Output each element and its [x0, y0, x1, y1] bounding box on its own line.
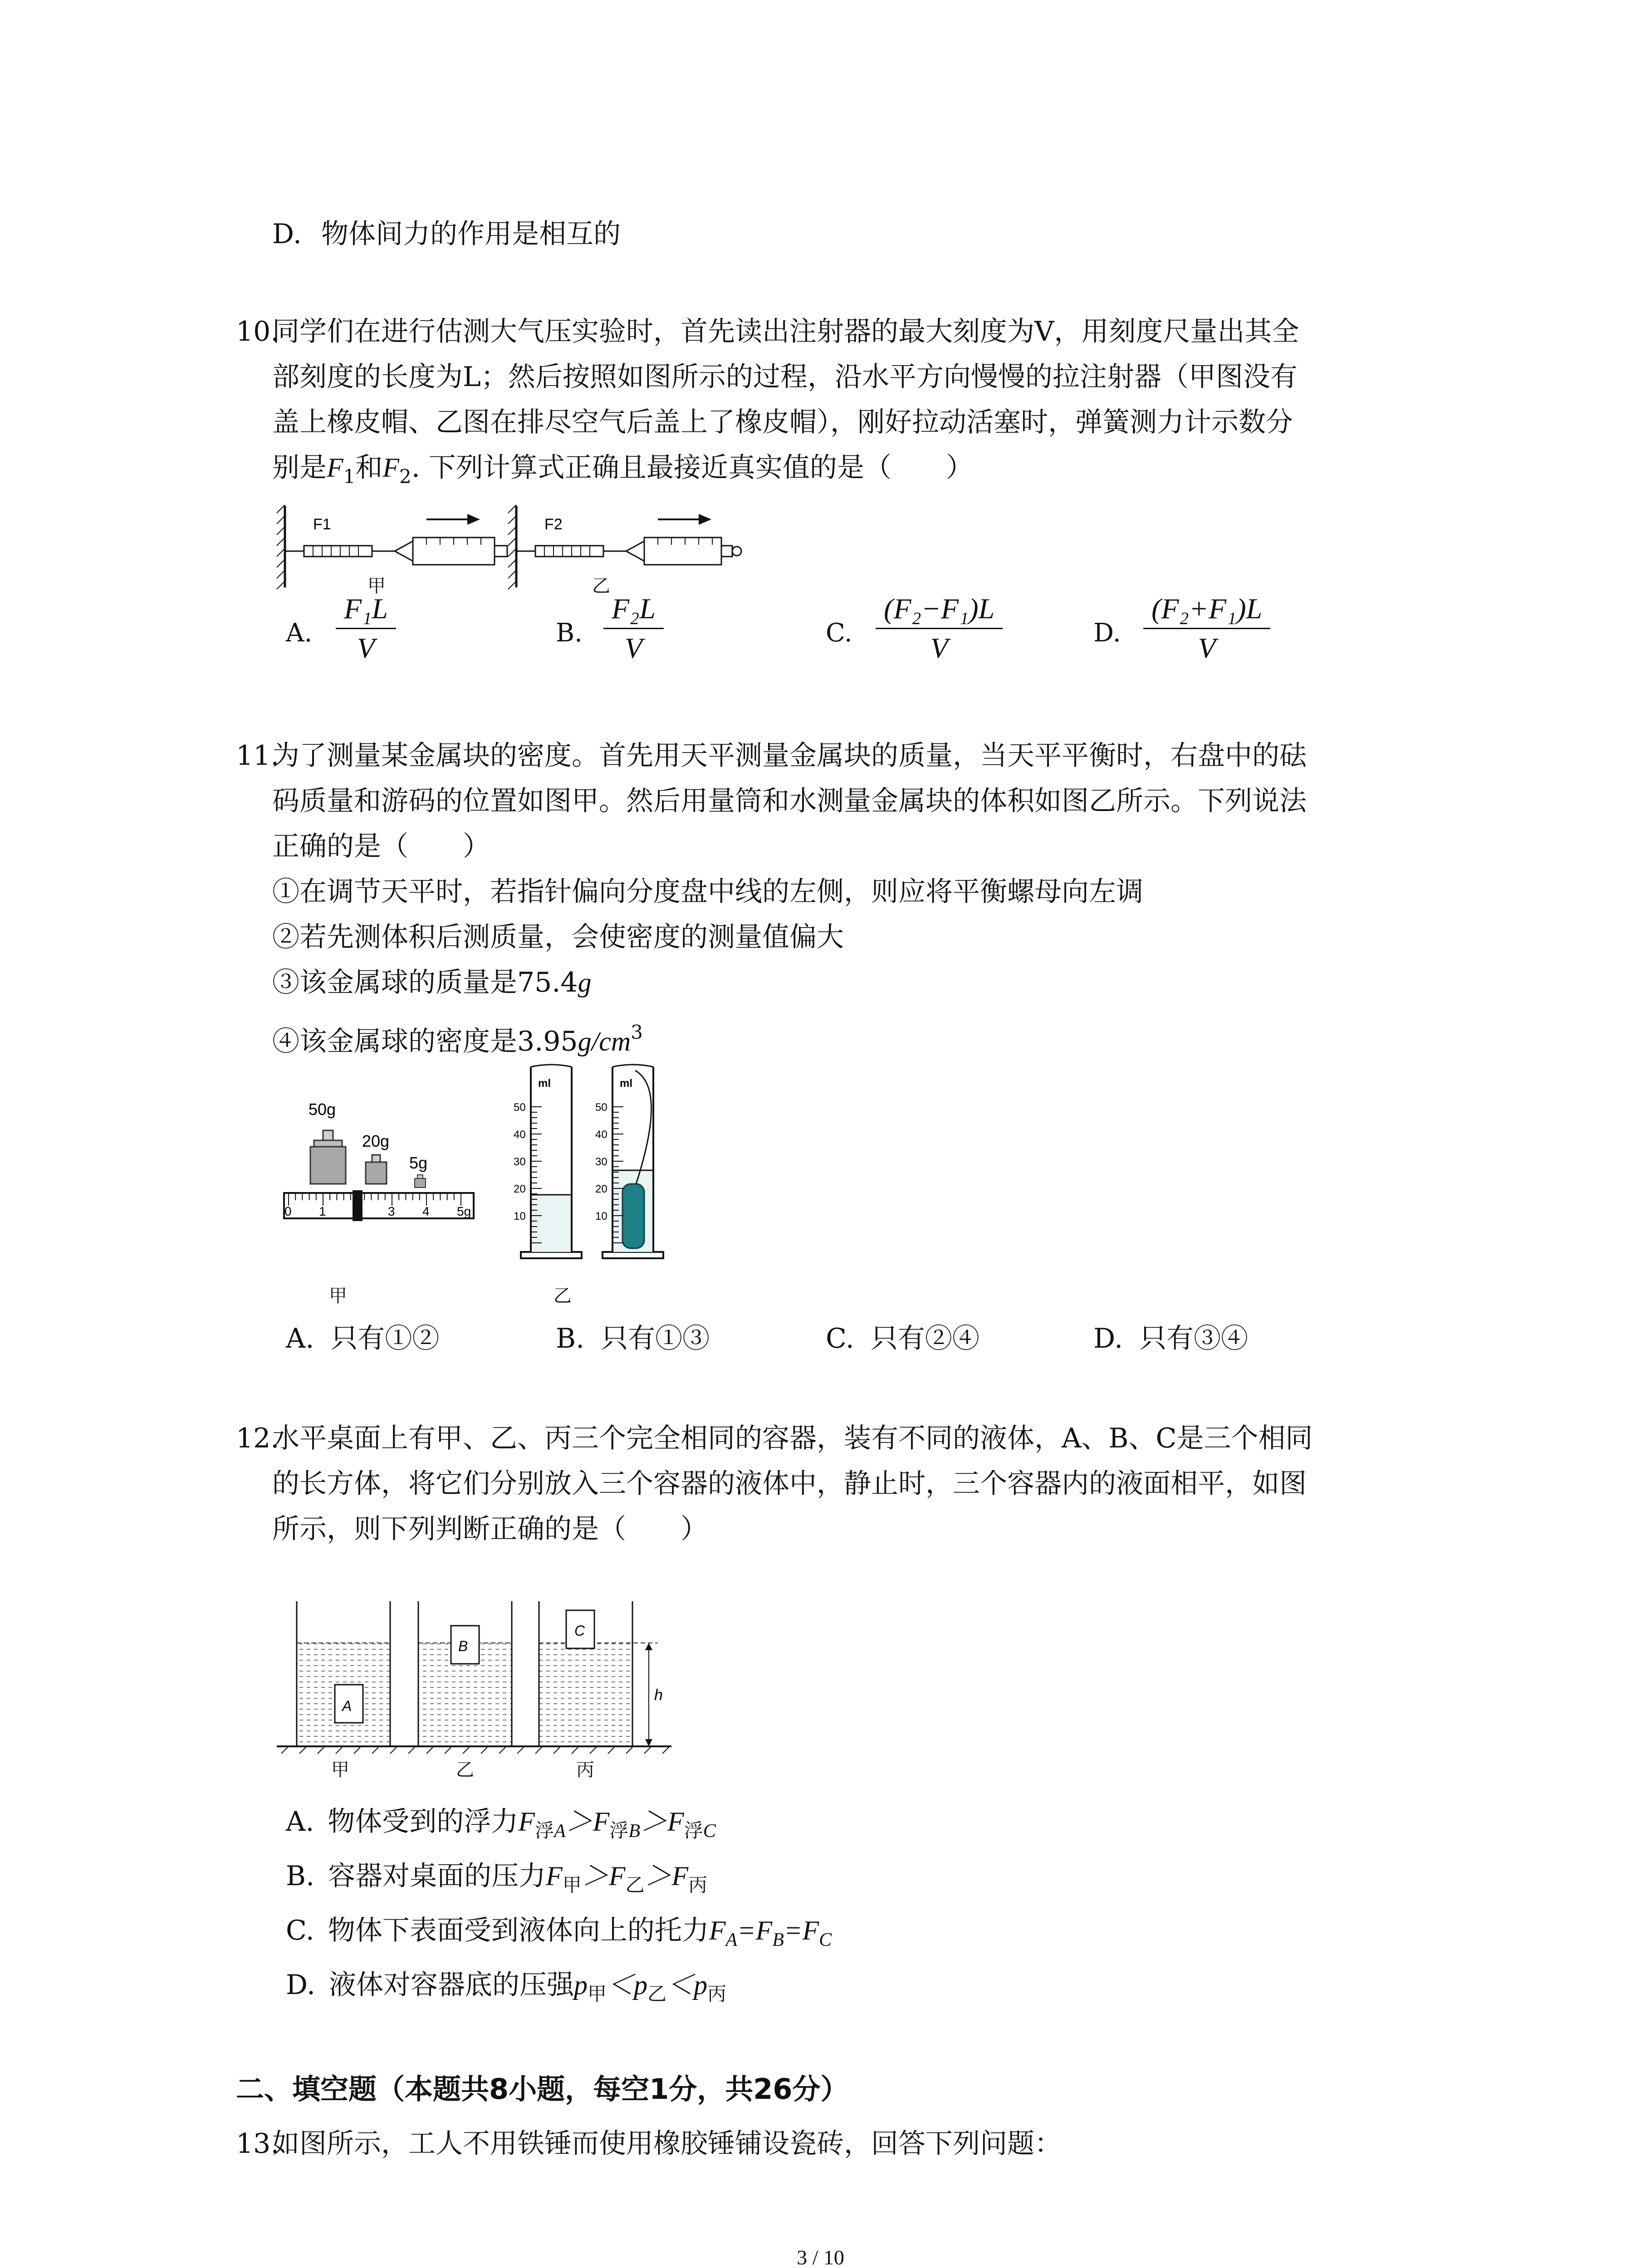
- option-formula: $F_A=F_B=F_C$: [709, 1916, 832, 1950]
- option-text: 只有①②: [330, 1323, 440, 1354]
- q13-number: 13.: [236, 2128, 279, 2160]
- denominator: V: [624, 632, 643, 664]
- container-yi: [418, 1601, 512, 1746]
- option-text: 物体间力的作用是相互的: [321, 218, 621, 250]
- text-run: 别是: [272, 452, 327, 484]
- q10-option-d-label: D.: [1093, 618, 1121, 648]
- height-marker: [645, 1643, 652, 1746]
- q11-statement-4: [272, 1016, 643, 1058]
- text-run: ④该金属球的密度是3.95: [272, 1026, 578, 1057]
- q10-figure-yi: [508, 501, 744, 592]
- rider-tick-label: 1: [319, 1204, 326, 1218]
- q11-caption-yi: 乙: [554, 1286, 572, 1306]
- q12-stem-line1: 水平桌面上有甲、乙、丙三个完全相同的容器，装有不同的液体，A、B、C是三个相同: [272, 1422, 1313, 1454]
- cylinder-tick-label: 20: [595, 1183, 607, 1195]
- q11-figure-jia: [281, 1089, 481, 1279]
- option-label: C.: [826, 1323, 854, 1354]
- label-f2: F2: [544, 516, 563, 533]
- table-hatching: [281, 1747, 669, 1754]
- q10-stem-line2: 部刻度的长度为L；然后按照如图所示的过程，沿水平方向慢慢的拉注射器（甲图没有: [272, 361, 1298, 393]
- block-a-label: A: [342, 1698, 352, 1714]
- spring-scale: [535, 546, 603, 557]
- q11-stem-line2: 码质量和游码的位置如图甲。然后用量筒和水测量金属块的体积如图乙所示。下列说法: [272, 785, 1307, 817]
- symbol-f: F: [382, 453, 400, 483]
- q11-number: 11.: [236, 740, 279, 772]
- text-run: ③该金属球的质量是75.4: [272, 967, 578, 998]
- text-run: 和: [355, 452, 383, 484]
- rider: [353, 1190, 362, 1221]
- numerator: F₂L: [603, 590, 664, 629]
- q10-option-a-label: A.: [286, 618, 313, 648]
- option-text: 只有③④: [1139, 1323, 1249, 1354]
- numerator: F₁L: [336, 590, 396, 629]
- numerator: (F₂+F₁)L: [1143, 590, 1270, 629]
- block-b-label: B: [458, 1638, 468, 1654]
- denominator: V: [930, 632, 948, 664]
- q11-option-c: [826, 1322, 980, 1355]
- syringe-barrel: [644, 538, 721, 565]
- metal-block: [622, 1184, 644, 1248]
- q9-option-d: [272, 218, 621, 250]
- cylinder-tick-label: 30: [595, 1156, 607, 1168]
- cylinder-tick-label: 40: [595, 1129, 607, 1141]
- cylinder-tick-label: 50: [595, 1101, 607, 1114]
- q11-statement-2: ②若先测体积后测质量，会使密度的测量值偏大: [272, 921, 844, 953]
- superscript: 3: [631, 1021, 643, 1043]
- option-text: 只有②④: [870, 1323, 980, 1354]
- option-label: D.: [272, 218, 302, 250]
- q10-stem-line3: 盖上橡皮帽、乙图在排尽空气后盖上了橡皮帽），刚好拉动活塞时，弹簧测力计示数分: [272, 406, 1293, 438]
- subscript: 1: [343, 465, 356, 488]
- option-formula: $F_甲>F_乙>F_丙$: [546, 1861, 708, 1896]
- q12-figure: [277, 1592, 694, 1769]
- q11-statement-1: ①在调节天平时，若指针偏向分度盘中线的左侧，则应将平衡螺母向左调: [272, 876, 1143, 908]
- q10-option-c-fraction: [876, 590, 1003, 667]
- q11-option-b: [556, 1322, 710, 1355]
- rider-tick-label: 3: [388, 1204, 395, 1218]
- option-label: D.: [1093, 1323, 1123, 1354]
- cylinder-water-only: [521, 1065, 582, 1258]
- numerator: (F₂−F₁)L: [876, 590, 1003, 629]
- unit: g: [578, 968, 592, 997]
- option-text: 物体下表面受到液体向上的托力: [328, 1915, 709, 1946]
- rider-tick-label: 4: [422, 1204, 430, 1218]
- denominator: V: [357, 632, 375, 664]
- page-number: 3 / 10: [797, 2246, 844, 2268]
- wall-hatching: [277, 505, 285, 589]
- q10-stem-line1: 同学们在进行估测大气压实验时，首先读出注射器的最大刻度为V，用刻度尺量出其全: [272, 316, 1299, 347]
- rider-scale: [284, 1193, 474, 1218]
- q12-stem-line3: 所示，则下列判断正确的是（ ）: [272, 1513, 708, 1545]
- q10-option-a-fraction: [336, 590, 396, 667]
- q12-caption-jia: 甲: [331, 1760, 349, 1780]
- option-label: D.: [286, 1969, 316, 2001]
- option-formula: $F_{浮A}>F_{浮B}>F_{浮C}$: [518, 1807, 716, 1842]
- symbol-f: F: [327, 453, 343, 483]
- svg-text:ml: ml: [620, 1077, 633, 1090]
- option-formula: $p_甲<p_乙<p_丙$: [574, 1970, 727, 2005]
- container-bing: [539, 1601, 658, 1746]
- option-text: 液体对容器底的压强: [329, 1969, 574, 2001]
- q12-option-c: [286, 1914, 832, 1956]
- weight-5g-label: 5g: [409, 1154, 428, 1172]
- block-c-label: C: [574, 1623, 585, 1639]
- q10-number: 10.: [236, 316, 279, 347]
- rider-tick-label: 0: [284, 1204, 292, 1218]
- cylinder-tick-label: 40: [514, 1129, 526, 1141]
- option-label: A.: [286, 1323, 314, 1354]
- q12-option-d: [286, 1969, 726, 2011]
- option-label: C.: [286, 1915, 314, 1946]
- plunger: [721, 546, 732, 557]
- cylinder-with-block: [603, 1065, 663, 1258]
- option-label: B.: [556, 1323, 585, 1354]
- option-label: B.: [286, 1860, 315, 1892]
- denominator: V: [1198, 632, 1216, 664]
- q10-option-b-fraction: [603, 590, 664, 667]
- q11-figure-yi: [514, 1061, 708, 1261]
- cylinder-tick-label: 10: [514, 1210, 526, 1222]
- syringe-nozzle: [395, 541, 413, 561]
- container-jia: [297, 1601, 390, 1746]
- q11-stem-line1: 为了测量某金属块的密度。首先用天平测量金属块的质量，当天平平衡时，右盘中的砝: [272, 740, 1307, 772]
- cylinder-tick-label: 20: [514, 1183, 526, 1195]
- subscript: 2: [399, 465, 411, 488]
- q10-figure-jia: [277, 501, 513, 592]
- weight-20g-label: 20g: [362, 1132, 390, 1150]
- spring-scale: [304, 546, 372, 557]
- q10-stem-line4: [272, 451, 973, 493]
- q10-option-c-label: C.: [826, 618, 852, 648]
- q10-option-d-fraction: [1143, 590, 1270, 667]
- q11-option-a: [286, 1322, 439, 1355]
- label-f1: F1: [313, 516, 331, 533]
- q11-caption-jia: 甲: [329, 1286, 347, 1306]
- unit: g/cm: [578, 1026, 631, 1056]
- weight-5g: [415, 1175, 426, 1188]
- q12-option-b: [286, 1860, 707, 1902]
- q12-caption-bing: 丙: [576, 1760, 594, 1780]
- cylinder-tick-label: 10: [595, 1210, 607, 1222]
- q12-option-a: [286, 1805, 716, 1848]
- arrow-head: [467, 514, 480, 525]
- q13-stem: 如图所示，工人不用铁锤而使用橡胶锤铺设瓷砖，回答下列问题：: [272, 2128, 1062, 2160]
- option-text: 物体受到的浮力: [328, 1806, 519, 1838]
- rubber-cap: [732, 547, 741, 556]
- option-text: 只有①③: [601, 1323, 710, 1354]
- q11-statement-3: [272, 966, 592, 999]
- cylinder-tick-label: 50: [514, 1101, 526, 1114]
- cylinder-tick-label: 30: [514, 1156, 526, 1168]
- plunger: [495, 546, 507, 557]
- wall-hatching: [508, 505, 516, 589]
- q10-caption-jia: 甲: [367, 576, 386, 596]
- q12-caption-yi: 乙: [456, 1760, 474, 1780]
- syringe-nozzle: [626, 541, 644, 561]
- weight-50g: [310, 1130, 346, 1184]
- rider-tick-label: 5g: [457, 1204, 471, 1218]
- arrow-head: [699, 514, 711, 525]
- text-run: . 下列计算式正确且最接近真实值的是（ ）: [411, 452, 973, 484]
- option-label: A.: [286, 1806, 314, 1838]
- q12-number: 12.: [236, 1422, 279, 1454]
- q12-stem-line2: 的长方体，将它们分别放入三个容器的液体中，静止时，三个容器内的液面相平，如图: [272, 1468, 1307, 1500]
- h-label: h: [654, 1686, 663, 1704]
- weight-50g-label: 50g: [309, 1100, 336, 1119]
- q11-option-d: [1093, 1322, 1248, 1355]
- weight-20g: [366, 1155, 387, 1184]
- svg-text:ml: ml: [538, 1077, 551, 1090]
- option-text: 容器对桌面的压力: [328, 1860, 546, 1892]
- string: [635, 1070, 652, 1184]
- q11-stem-line3: 正确的是（ ）: [272, 831, 490, 862]
- q10-caption-yi: 乙: [592, 576, 610, 596]
- q10-option-b-label: B.: [556, 618, 583, 648]
- section-heading: 二、填空题（本题共8小题，每空1分，共26分）: [236, 2072, 849, 2106]
